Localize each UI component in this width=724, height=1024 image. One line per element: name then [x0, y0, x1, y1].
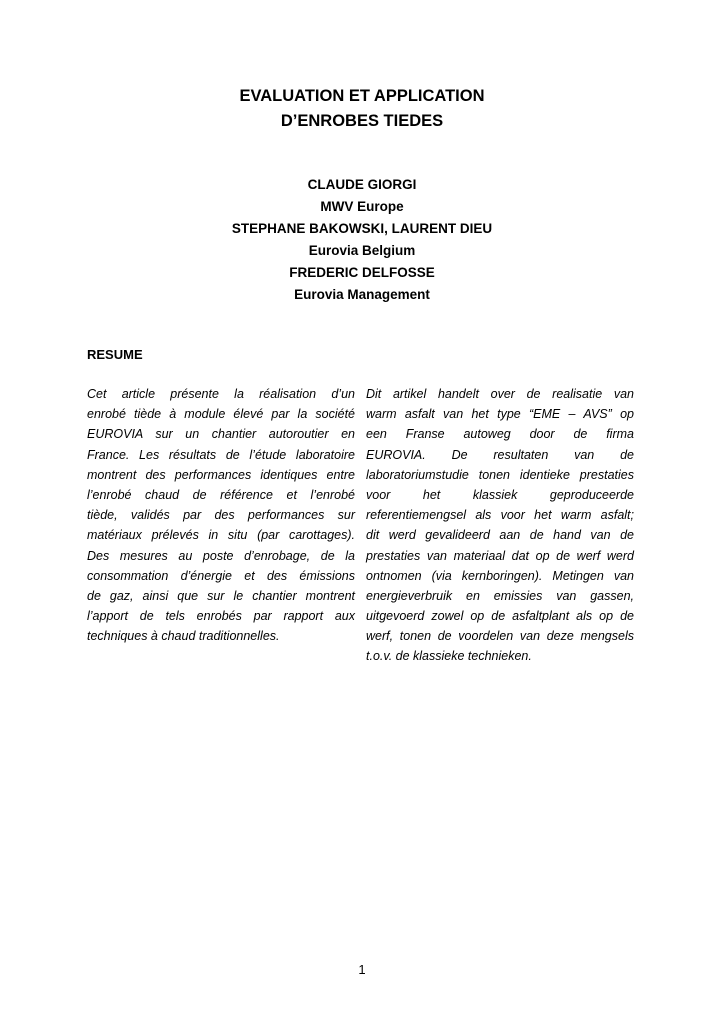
abstract-dutch	[366, 384, 634, 667]
abstract-line: t.o.v. de klassieke technieken.	[366, 649, 532, 664]
abstract-line: consommation d’énergie et des émissions	[87, 568, 355, 583]
abstract-line: dit werd gevalideerd aan de hand van de	[366, 528, 634, 543]
abstract-line: prestaties van materiaal dat op de werf werd	[366, 548, 634, 563]
abstract-line: Cet article présente la réalisation d’un	[87, 387, 355, 401]
author-name: CLAUDE GIORGI	[307, 177, 417, 192]
abstract-line: Des mesures au poste d’enrobage, de la	[87, 548, 355, 563]
abstract-line: referentiemengsel als voor het warm asfalt;	[366, 508, 634, 523]
abstract-line: werf, tonen de voordelen van deze mengsels	[366, 629, 634, 644]
abstract-line: Dit artikel handelt over de realisatie van	[366, 387, 634, 401]
author-block	[0, 174, 724, 306]
author-name: FREDERIC DELFOSSE	[289, 265, 435, 280]
author-affiliation: Eurovia Management	[294, 287, 430, 302]
abstract-line: warm asfalt van het type “EME – AVS” op	[366, 407, 634, 422]
resume-heading: RESUME	[87, 347, 143, 362]
abstract-french	[87, 384, 355, 646]
title-line-1: EVALUATION ET APPLICATION	[239, 87, 485, 105]
author-affiliation: Eurovia Belgium	[308, 243, 416, 258]
paper-title	[0, 84, 724, 134]
abstract-line: de gaz, ainsi que sur le chantier montrent	[87, 588, 355, 603]
abstract-line: uitgevoerd zowel op de asfaltplant als op de	[366, 609, 634, 624]
abstract-line: enrobé tiède à module élevé par la société	[87, 407, 355, 422]
author-name: STEPHANE BAKOWSKI, LAURENT DIEU	[231, 221, 493, 236]
abstract-line: ontnomen (via kernboringen). Metingen van	[366, 568, 634, 583]
page-number: 1	[358, 962, 366, 977]
abstract-line: montrent des performances identiques entre	[87, 467, 355, 482]
author-affiliation: MWV Europe	[320, 199, 404, 214]
abstract-line: een Franse autoweg door de firma	[366, 427, 634, 442]
abstract-line: EUROVIA. De resultaten van de	[366, 447, 634, 462]
abstract-line: tiède, validés par des performances sur	[87, 508, 355, 523]
abstract-line: energieverbruik en emissies van gassen,	[366, 588, 634, 603]
abstract-line: l’enrobé chaud de référence et l’enrobé	[87, 487, 355, 502]
abstract-line: techniques à chaud traditionnelles.	[87, 629, 280, 644]
abstract-line: France. Les résultats de l’étude laboratoire	[87, 447, 355, 462]
abstract-line: voor het klassiek geproduceerde	[366, 487, 634, 502]
abstract-line: EUROVIA sur un chantier autoroutier en	[87, 427, 355, 442]
title-line-2: D’ENROBES TIEDES	[280, 112, 444, 130]
abstract-line: matériaux prélevés in situ (par carottages).	[87, 528, 355, 543]
abstract-line: laboratoriumstudie tonen identieke prestaties	[366, 467, 634, 482]
abstract-line: l’apport de tels enrobés par rapport aux	[87, 609, 355, 624]
